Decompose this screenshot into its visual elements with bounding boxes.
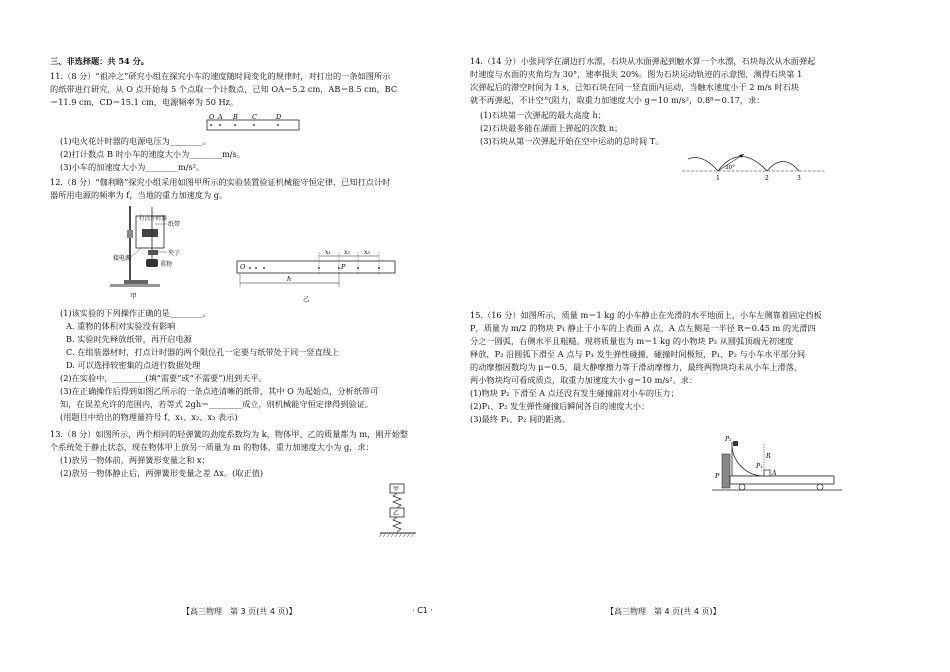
block-yi-label: 乙: [393, 510, 400, 517]
q15-line-4: 释放，P₂ 沿圆弧下滑至 A 点与 P₁ 发生弹性碰撞，碰撞时间极短，P₁、P₂ 与小车水平部分间: [470, 349, 806, 359]
right-page-footer: 【高三物理 第 4 页(共 4 页)】: [606, 607, 721, 616]
q12-apparatus-figure: [108, 202, 203, 302]
q13-sub-2: (2)放另一物体静止后，两弹簧形变量之差 Δx。(取正值): [60, 468, 264, 478]
section-heading: 三、非选择题：共 54 分。: [50, 56, 149, 66]
q15-sub-1: (1)物块 P₂ 下滑至 A 点还没有发生碰撞前对小车的压力；: [470, 388, 679, 398]
x2-label: x₂: [344, 249, 350, 256]
q11-sub-1: (1)电火花计时器的电源电压为________。: [60, 136, 211, 146]
O-label: O: [240, 263, 246, 271]
point-1: 1: [716, 175, 720, 182]
q14-trajectory-figure: [680, 145, 830, 190]
q15-sub-3: (3)最终 P₁、P₂ 间的距离。: [470, 414, 570, 424]
left-page-footer: 【高三物理 第 3 页(共 4 页)】: [182, 607, 297, 616]
q14-line-1: 14.（14 分）小张同学在湖边打水漂，石块从水面弹起到触水算一个水漂，石块每次从水面弹起: [470, 56, 816, 66]
q15-line-3: 分之一圆弧，右侧水平且粗糙。现将质量也为 m＝1 kg 的小物块 P₂ 从圆弧顶端无初速度: [470, 336, 794, 346]
q11-sub-3: (3)小车的加速度大小为________m/s²。: [60, 162, 205, 172]
q14-line-3: 次弹起后的滞空时间为 1 s，已知石块在同一竖直面内运动，当触水速度小于 2 m/s 时石块: [470, 82, 799, 92]
q15-sub-2: (2)P₁、P₂ 发生弹性碰撞后瞬间各自的速度大小；: [470, 401, 650, 411]
q13-line-1: 13.（8 分）如图所示，两个相同的轻弹簧的劲度系数均为 k，物体甲、乙的质量都为 m，刚开始整: [50, 429, 409, 439]
q15-cart-figure: [712, 432, 847, 500]
q12-line-1: 12.（8 分）“伽利略”探究小组采用如图甲所示的实验装置验证机械能守恒定律，已知打点计时: [50, 177, 391, 187]
q11-sub-2: (2)打计数点 B 时小车的速度大小为________m/s。: [60, 149, 245, 159]
q11-line-3: ＝11.9 cm，CD＝15.1 cm，电源频率为 50 Hz。: [50, 97, 239, 107]
q15-line-5: 的动摩擦因数均为 μ＝0.5，最大静摩擦力等于滑动摩擦力，最终两物块均未从小车上滑落，: [470, 362, 803, 372]
tape-label-O: O: [209, 113, 215, 121]
A-label: A: [772, 470, 777, 477]
P1-label: P₁: [756, 463, 763, 470]
q12-option-B: B. 实验时先释放纸带，再开启电源: [66, 334, 192, 344]
q12-sub-1: (1)该实验的下列操作正确的是________。: [60, 308, 211, 318]
q14-sub-1: (1)石块第一次弹起的最大高度 h；: [480, 110, 606, 120]
q13-spring-figure: [376, 482, 420, 544]
q14-sub-3: (3)石块从第一次弹起开始在空中运动的总时间 T。: [480, 136, 664, 146]
q12-line-2: 器所用电源的频率为 f，当地的重力加速度为 g。: [50, 190, 228, 200]
q14-line-4: 就不再弹起，不计空气阻力，取重力加速度大小 g＝10 m/s²，0.8⁸＝0.17，求：: [470, 95, 765, 105]
q14-line-2: 时速度与水面的夹角均为 30°，速率损失 20%。图为石块运动轨迹的示意图，测得石块第 1: [470, 69, 803, 79]
angle-label: 30°: [725, 165, 735, 171]
R-label: R: [766, 453, 771, 460]
tape-label-D: D: [276, 113, 282, 121]
h-label: h: [287, 275, 292, 283]
q12-option-D: D. 可以选择较密集的点进行数据处理: [66, 360, 201, 370]
q12-tape-figure: [235, 245, 400, 305]
P2-label: P₂: [725, 436, 732, 443]
timer-label: 打点计时器: [139, 216, 167, 222]
q12-sub-3b: 知，在误差允许的范围内，若等式 2gh＝________成立，则机械能守恒定律得到验证。: [60, 399, 374, 409]
x1-label: x₁: [325, 249, 331, 256]
q15-line-1: 15.（16 分）如图所示，质量 m＝1 kg 的小车静止在光滑的水平地面上，小车左侧靠着固定挡板: [470, 310, 822, 320]
q13-sub-1: (1)放另一物体前，两弹簧形变量之和 x；: [60, 455, 210, 465]
q12-option-A: A. 重物的体积对实验没有影响: [66, 321, 176, 331]
fig-yi-label: 乙: [303, 295, 310, 303]
tape-label: 纸带: [168, 221, 181, 228]
power-label: 接电源: [113, 255, 132, 262]
q12-sub-3c: (用题目中给出的物理量符号 f、x₁、x₂、x₃ 表示): [60, 412, 238, 422]
P-label: P: [341, 263, 346, 271]
tape-label-B: B: [233, 113, 238, 121]
wall-P-label: P: [715, 472, 720, 480]
q11-line-1: 11.（8 分）“祖冲之”研究小组在探究小车的速度随时间变化的规律时，对打出的一条如图所示: [50, 71, 391, 81]
q15-line-2: P，质量为 m/2 的物块 P₁ 静止于小车的上表面 A 点，A 点左侧是一半径 R＝0.45 m 的光滑四: [470, 323, 816, 333]
tape-label-C: C: [252, 113, 257, 121]
clip-label: 夹子: [168, 250, 181, 257]
q14-sub-2: (2)石块最多能在湖面上弹起的次数 n；: [480, 123, 623, 133]
x3-label: x₃: [364, 249, 370, 256]
q11-tape-figure: [205, 114, 305, 134]
q12-sub-3a: (3)在正确操作后得到如图乙所示的一条点迹清晰的纸带，其中 O 为起始点，分析纸带可: [60, 386, 379, 396]
fig-jia-label: 甲: [130, 292, 137, 300]
q15-line-6: 两小物块均可看成质点，取重力加速度大小 g＝10 m/s²。求：: [470, 375, 698, 385]
q12-sub-2: (2)在实验中，________(填“需要”或“不需要”)用到天平。: [60, 373, 267, 383]
point-2: 2: [765, 175, 769, 182]
left-page-mark: · C1 ·: [412, 606, 433, 615]
weight-label: 重物: [160, 261, 173, 268]
block-jia-label: 甲: [393, 486, 400, 493]
point-3: 3: [797, 175, 801, 182]
q11-line-2: 的纸带进行研究，从 O 点开始每 5 个点取一个计数点，已知 OA＝5.2 cm，AB＝8.5 cm，BC: [50, 84, 398, 94]
q12-option-C: C. 在组装器材时，打点计时器的两个限位孔一定要与纸带处于同一竖直线上: [66, 347, 340, 357]
tape-label-A: A: [218, 113, 223, 121]
q13-line-2: 个系统处于静止状态，现在物体甲上放另一质量为 m 的物体，重力加速度大小为 g，求：: [50, 442, 374, 452]
